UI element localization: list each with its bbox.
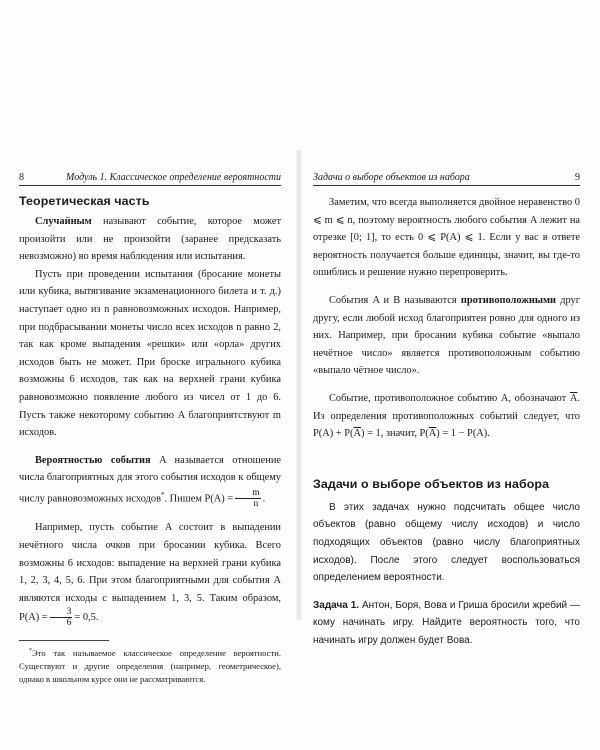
example-text: Например, пусть событие A состоит в выпадении нечётного числа очков при бросании кубика. Всего возможны 6 исходов: выпадение на верхней грани кубика 1, 2, 3, 4, 5, 6. При этом благоприятными для события A являются исходы с выпадением 1, 3, 5. Таким образом, P(A) = [19,522,281,624]
section-heading: Задачи о выборе объектов из набора [313,476,550,491]
formula-end: . [262,493,266,505]
complement-paragraph [313,390,580,443]
frac-denominator: n [253,499,259,510]
opposite-def-text: друг другу, если любой исход благоприятен ровно для одного из них. Например, при бросании кубика событие «выпало нечётное число» является противоположным событию «выпало чётное число». [313,294,580,377]
fraction-m-over-n [235,488,260,509]
example-result: = 0,5. [74,612,99,624]
complement-pre: Событие, противоположное событию A, обозначают [329,392,570,404]
task-1-text: Антон, Боря, Вова и Гриша бросили жребий — кому начинать игру. Найдите вероятность того, что начинать игру должен будет Вова. [313,599,580,646]
a-bar-2: $\overline{A}$ [353,428,362,440]
outcomes-paragraph: Пусть при проведении испытания (бросание монеты или кубика, вытягивание экзаменационного билета и т. д.) наступает одно из n равновозможных исходов. Например, при подбрасывании монеты число всех исходов n равно 2, так как кроме выпадения «решки» или «орла» других исходов быть не может. При броске игрального кубика возможны 6 исходов, так как на верхней грани кубика равновозможно появление любого из чисел от 1 до 6. Пусть также некоторому событию A благоприятствуют m исходов. [19,268,281,439]
footnote-rule [19,640,109,641]
opposite-term: противоположными [460,294,557,306]
footnote-mark: * [29,648,32,655]
section-intro-paragraph: В этих задачах нужно подсчитать общее число объектов (равно общему числу исходов) и число подходящих объектов (равно числу благоприятных исходов). После этого следует воспользоваться определением вероятности. [313,501,580,584]
opposite-events-paragraph [313,292,580,380]
complement-end: ) = 1 − P(A). [436,428,490,440]
random-event-paragraph [19,213,281,266]
right-running-title: Задачи о выборе объектов из набора [313,172,470,183]
inequality-paragraph: Заметим, что всегда выполняется двойное неравенство 0 ⩽ m ⩽ n, поэтому вероятность любого события A лежит на отрезке [0; 1], то есть 0 ⩽ P(A) ⩽ 1. Если у вас в ответе вероятность получается больше единицы, значит, вы где-то ошиблись и решение нужно перепроверить. [313,197,580,279]
frac-numerator: m [235,488,260,499]
frac-numerator-3: 3 [50,607,73,618]
left-running-title: Модуль 1. Классическое определение вероятности [66,172,281,183]
frac-denominator-6: 6 [66,618,72,629]
footnote-text: Это так называемое классическое определение вероятности. Существуют и другие определения (например, геометрическое), однако в школьном курсе они не рассматриваются. [19,648,281,685]
probability-def-paragraph [19,452,281,510]
example-paragraph [19,519,281,628]
left-page-number: 8 [19,172,24,183]
footnote [19,645,281,686]
probability-def-text: A называется отношение числа благоприятных для этого события исходов к общему числу равновозможных исходов [19,454,281,505]
footnote-ref: * [160,490,165,499]
task-1-paragraph [313,597,580,650]
random-def-text: называют событие, которое может произойти или не произойти (заранее предсказать невозможно) во время наблюдения или испытания. [19,216,281,263]
right-page-number: 9 [575,172,580,183]
fraction-3-over-6 [50,607,73,628]
left-running-header [19,172,281,186]
a-bar-3: $\overline{A}$ [428,428,437,440]
right-running-header [313,172,580,186]
opposite-pre: События A и B называются [329,294,461,306]
random-term: Случайным [35,216,92,227]
complement-mid: . Из определения противоположных событий следует, что P(A) + P( [313,392,580,440]
probability-formula-text: . Пишем P(A) = [164,493,234,505]
probability-term: Вероятностью события [35,454,151,466]
book-gutter [296,150,302,620]
right-page [313,172,580,649]
complement-mid2: ) = 1, значит, P( [361,428,429,440]
left-page [19,172,281,686]
theory-heading: Теоретическая часть [19,194,150,208]
a-bar-1: $\overline{A}$ [569,392,578,404]
task-1-label: Задача 1. [313,599,360,611]
